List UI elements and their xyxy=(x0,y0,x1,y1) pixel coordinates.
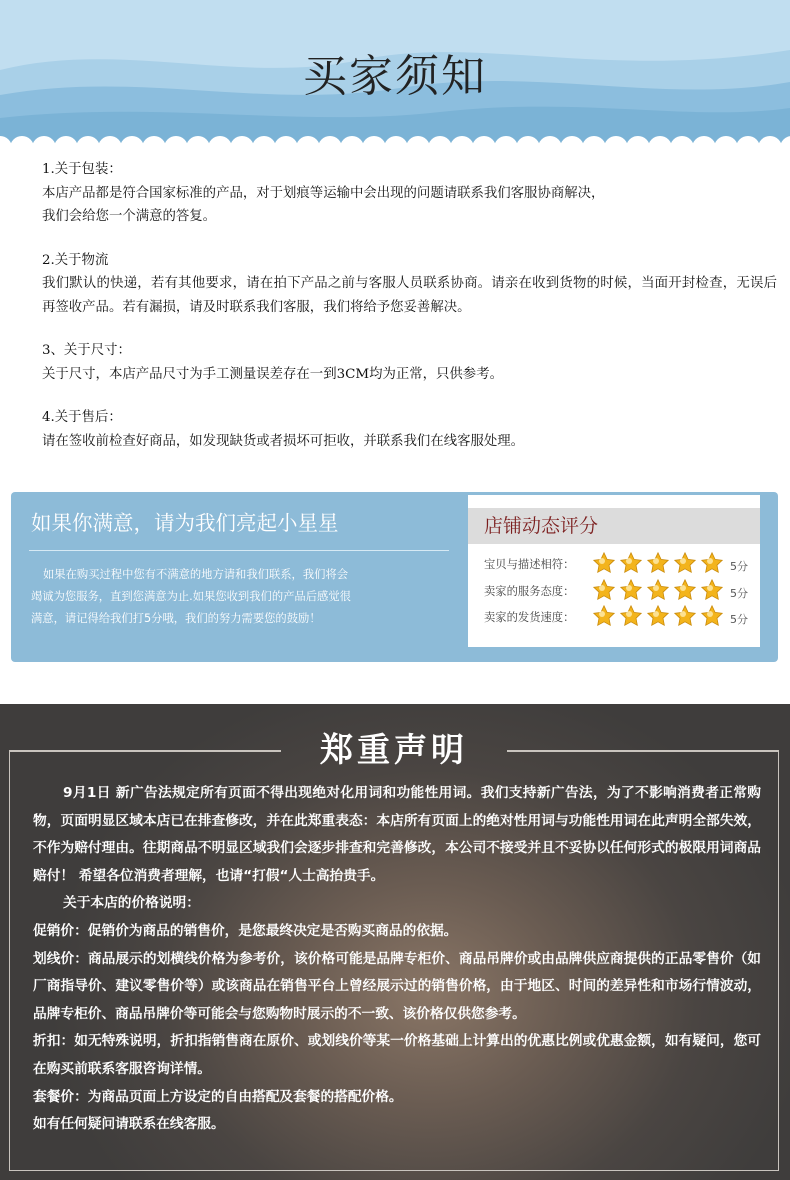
star-rating xyxy=(592,551,727,575)
star-icon xyxy=(646,551,670,575)
shop-score-box xyxy=(468,495,760,647)
star-icon xyxy=(700,551,724,575)
notice-heading: 4.关于售后： xyxy=(42,410,122,425)
star-icon xyxy=(673,578,697,602)
score-value: 5分 xyxy=(730,560,748,573)
notice-section-packaging xyxy=(42,158,777,229)
star-icon xyxy=(619,604,643,628)
notice-section-logistics xyxy=(42,249,777,320)
price-item: 折扣：如无特殊说明，折扣指销售商在原价、或划线价等某一价格基础上计算出的优惠比例或优惠金额，如有疑问，您可在购买前联系客服咨询详情。 xyxy=(33,1033,761,1077)
notice-text: 关于尺寸，本店产品尺寸为手工测量误差存在一到3CM均为正常，只供参考。 xyxy=(42,366,503,382)
notice-section-aftersale xyxy=(42,406,777,453)
star-icon xyxy=(592,604,616,628)
price-item: 套餐价：为商品页面上方设定的自由搭配及套餐的搭配价格。 xyxy=(33,1088,403,1105)
declaration-intro: 9月1日 新广告法规定所有页面不得出现绝对化用词和功能性用词。我们支持新广告法，为了不影响消费者正常购物，页面明显区域本店已在排查修改，并在此郑重表态：本店所有页面上的绝对性用词与功能性用词在此声明全部失效，不作为赔付理由。往期商品不明显区域我们会逐步排查和完善修改，本公司不接受并且不妥协以任何形式的极限用词商品赔付！ 希望各位消费者理解，也请“打假“人士高抬贵手。 xyxy=(33,785,761,884)
notice-text: 我们会给您一个满意的答复。 xyxy=(42,209,217,224)
star-icon xyxy=(646,604,670,628)
contact-note: 如有任何疑问请联系在线客服。 xyxy=(33,1116,225,1133)
price-item: 促销价：促销价为商品的销售价，是您最终决定是否购买商品的依据。 xyxy=(33,922,458,939)
header-banner xyxy=(0,0,790,150)
star-rating xyxy=(592,604,727,628)
rating-description-line: 如果在购买过程中您有不满意的地方请和我们联系，我们将会 xyxy=(43,568,349,581)
shop-score-title: 店铺动态评分 xyxy=(484,515,599,537)
rating-description-line: 竭诚为您服务，直到您满意为止.如果您收到我们的产品后感觉很 xyxy=(31,590,351,603)
score-row xyxy=(468,604,760,631)
rating-description-line: 满意，请记得给我们打5分哦，我们的努力需要您的鼓励！ xyxy=(31,612,321,625)
star-icon xyxy=(619,578,643,602)
rating-description xyxy=(29,564,401,630)
star-icon xyxy=(700,578,724,602)
star-icon xyxy=(592,551,616,575)
star-icon xyxy=(700,604,724,628)
star-icon xyxy=(673,551,697,575)
notice-heading: 2.关于物流 xyxy=(42,252,109,268)
notice-heading: 1.关于包装： xyxy=(42,162,122,177)
declaration-body xyxy=(33,780,761,1139)
rating-headline: 如果你满意，请为我们亮起小星星 xyxy=(31,511,339,535)
score-value: 5分 xyxy=(730,613,748,626)
page-title: 买家须知 xyxy=(303,51,487,102)
score-label: 宝贝与描述相符： xyxy=(484,558,575,571)
notice-text: 本店产品都是符合国家标准的产品，对于划痕等运输中会出现的问题请联系我们客服协商解决， xyxy=(42,185,605,201)
rating-intro xyxy=(29,506,459,630)
star-icon xyxy=(673,604,697,628)
declaration-panel xyxy=(0,704,790,1180)
notice-section-size xyxy=(42,339,777,386)
notice-heading: 3、关于尺寸： xyxy=(42,343,131,358)
score-list xyxy=(468,551,760,631)
notice-text: 我们默认的快递，若有其他要求，请在拍下产品之前与客服人员联系协商。请亲在收到货物的时候，当面开封检查，无误后再签收产品。若有漏损，请及时联系我们客服，我们将给予您妥善解决。 xyxy=(42,276,777,315)
divider xyxy=(29,550,449,551)
score-label: 卖家的服务态度： xyxy=(484,584,575,598)
score-row xyxy=(468,551,760,578)
divider xyxy=(9,750,281,752)
star-icon xyxy=(619,551,643,575)
shop-score-header xyxy=(468,508,760,544)
rating-panel xyxy=(11,492,778,662)
declaration-title: 郑重声明 xyxy=(320,730,468,769)
star-icon xyxy=(592,578,616,602)
star-icon xyxy=(646,578,670,602)
buyer-notice xyxy=(42,158,777,473)
price-item: 划线价：商品展示的划横线价格为参考价，该价格可能是品牌专柜价、商品吊牌价或由品牌供应商提供的正品零售价（如厂商指导价、建议零售价等）或该商品在销售平台上曾经展示过的销售价格，由于地区、时间的差异性和市场行情波动，品牌专柜价、商品吊牌价等可能会与您购物时展示的不一致、该价格仅供您参考。 xyxy=(33,950,761,1022)
score-label: 卖家的发货速度： xyxy=(484,611,575,624)
score-value: 5分 xyxy=(730,586,748,600)
star-rating xyxy=(592,578,727,602)
score-row xyxy=(468,578,760,605)
divider xyxy=(507,750,778,752)
price-heading: 关于本店的价格说明： xyxy=(63,895,200,912)
notice-text: 请在签收前检查好商品，如发现缺货或者损坏可拒收，并联系我们在线客服处理。 xyxy=(42,433,525,449)
